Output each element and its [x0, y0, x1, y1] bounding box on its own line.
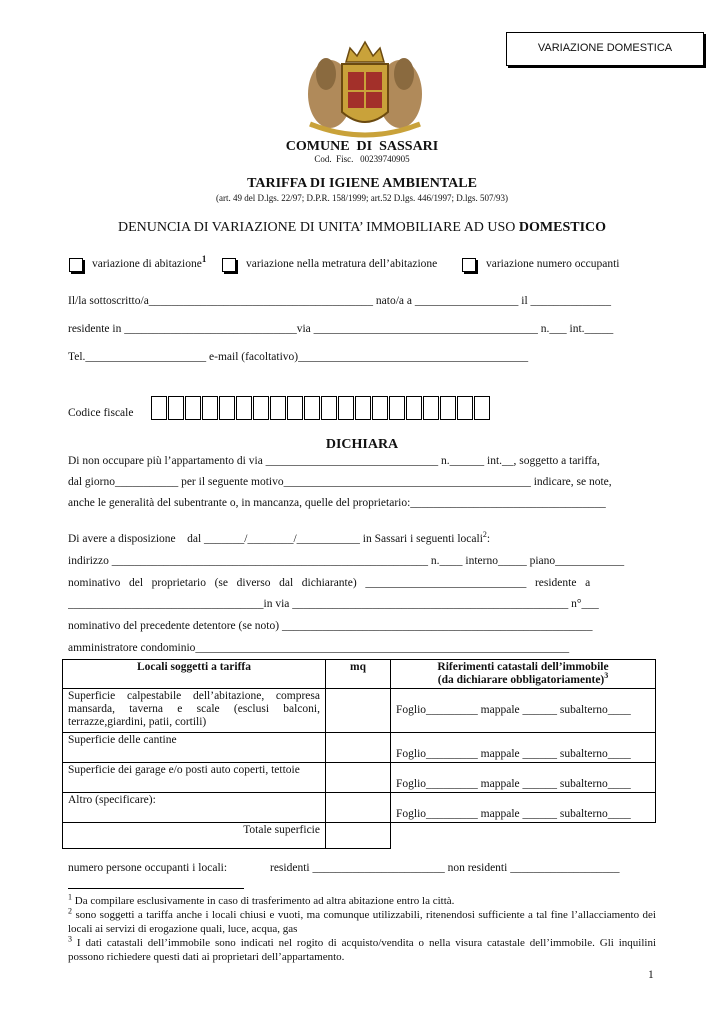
law-references: (art. 49 del D.lgs. 22/97; D.P.R. 158/1999; art.52 D.lgs. 446/1997; D.lgs. 507/93) — [216, 193, 508, 203]
table-row-total — [63, 823, 656, 849]
footnote-divider — [68, 888, 244, 889]
col-header-locali: Locali soggetti a tariffa — [63, 660, 326, 689]
disposizione-colon: : — [486, 533, 491, 545]
locali-table — [62, 659, 656, 849]
document-title: TARIFFA DI IGIENE AMBIENTALE — [247, 176, 477, 191]
row-label: Superficie calpestabile dell’abitazione, compresa mansarda, taverna e scale (esclusi balconi, terrazze,giardini, patii, cortili) — [63, 689, 326, 733]
col-header-mq: mq — [326, 660, 391, 689]
footnote-1 — [68, 894, 656, 908]
row-label: Altro (specificare): — [63, 793, 326, 823]
table-row — [63, 793, 656, 823]
table-row — [63, 689, 656, 733]
mq-cell[interactable] — [326, 733, 391, 763]
field-residente[interactable]: residente in ______________________________via _______________________________________ n.___ int._____ — [68, 323, 614, 335]
footnote-2-text: sono soggetti a tariffa anche i locali chiusi e vuoti, ma comunque utilizzabili, ritenendosi sufficiente a tal fine l’allacciamento dei locali ai servizi di erogazione quali, luce, acqua, gas — [68, 909, 656, 935]
coat-of-arms-logo — [290, 34, 440, 138]
mq-cell[interactable] — [326, 763, 391, 793]
disposizione-text: Di avere a disposizione dal _______/________/___________ in Sassari i seguenti locali — [68, 533, 483, 545]
occupants-fields[interactable]: residenti _______________________ non residenti ___________________ — [270, 862, 620, 874]
dichiara-line-5[interactable]: indirizzo _______________________________________________________ n.____ interno_____ piano____________ — [68, 555, 625, 567]
dichiara-line-4[interactable] — [68, 532, 490, 546]
footnote-1-number: 1 — [68, 892, 72, 902]
empty-cell — [391, 823, 656, 849]
footnote-3-number: 3 — [68, 934, 72, 944]
occupants-label: numero persone occupanti i locali: — [68, 862, 228, 874]
codice-fiscale-boxes[interactable] — [151, 396, 490, 420]
footnote-ref-3: 3 — [604, 671, 609, 681]
mq-cell[interactable] — [326, 793, 391, 823]
page-number: 1 — [648, 969, 654, 981]
total-label: Totale superficie — [63, 823, 326, 849]
field-sottoscritto[interactable]: Il/la sottoscritto/a_______________________________________ nato/a a __________________ il ______________ — [68, 295, 612, 307]
table-row — [63, 763, 656, 793]
dichiara-line-3[interactable]: anche le generalità del subentrante o, in mancanza, quelle del proprietario:__________________________________ — [68, 497, 606, 509]
codice-fiscale-label: Codice fiscale — [68, 407, 134, 419]
dichiara-line-1[interactable]: Di non occupare più l’appartamento di via ______________________________ n.______ int.__, soggetto a tariffa, — [68, 455, 600, 467]
checkbox-variazione-abitazione[interactable] — [69, 258, 83, 272]
comune-title: COMUNE DI SASSARI — [285, 139, 439, 154]
form-type-tag: VARIAZIONE DOMESTICA — [506, 32, 704, 66]
footnote-3-text: I dati catastali dell’immobile sono indicati nel rogito di acquisto/vendita o nella visura catastale dell’immobile. Gli inquilini possono richiedere questi dati ai proprietari dell’appartamento. — [68, 937, 656, 963]
catasto-cell[interactable]: Foglio_________ mappale ______ subalterno____ — [391, 763, 656, 793]
footnote-ref-2: 2 — [482, 530, 487, 540]
dichiara-line-8[interactable]: nominativo del precedente detentore (se noto) ______________________________________________________ — [68, 620, 593, 632]
dichiara-line-7[interactable]: __________________________________in via ________________________________________________ n°___ — [68, 598, 599, 610]
option-variazione-metratura: variazione nella metratura dell’abitazione — [246, 258, 438, 270]
catasto-cell[interactable]: Foglio_________ mappale ______ subalterno____ — [391, 793, 656, 823]
codice-fiscale-comune: Cod. Fisc. 00239740905 — [314, 154, 410, 164]
col-header-riferimenti — [391, 660, 656, 689]
riferimenti-subtitle: (da dichiarare obbligatoriamente) — [437, 674, 605, 686]
field-tel-email[interactable]: Tel._____________________ e-mail (facoltativo)________________________________________ — [68, 351, 529, 363]
row-label: Superficie dei garage e/o posti auto coperti, tettoie — [63, 763, 326, 793]
dichiara-line-9[interactable]: amministratore condominio_________________________________________________________________ — [68, 642, 570, 654]
dichiara-heading: DICHIARA — [325, 437, 399, 452]
footnote-ref-1: 1 — [201, 254, 207, 265]
checkbox-variazione-occupanti[interactable] — [462, 258, 476, 272]
footnote-2-number: 2 — [68, 906, 72, 916]
row-label: Superficie delle cantine — [63, 733, 326, 763]
option-variazione-abitazione — [92, 254, 207, 271]
catasto-cell[interactable]: Foglio_________ mappale ______ subalterno____ — [391, 733, 656, 763]
riferimenti-title: Riferimenti catastali dell’immobile — [437, 661, 609, 673]
option-1-label: variazione di abitazione — [92, 258, 202, 270]
checkbox-variazione-metratura[interactable] — [222, 258, 236, 272]
option-variazione-occupanti: variazione numero occupanti — [486, 258, 620, 270]
dichiara-line-6[interactable]: nominativo del proprietario (se diverso dal dichiarante) ____________________________ residente a — [68, 577, 591, 589]
dichiara-line-2[interactable]: dal giorno___________ per il seguente motivo___________________________________________ indicare, se note, — [68, 476, 612, 488]
denuncia-heading — [0, 220, 724, 236]
table-row — [63, 733, 656, 763]
catasto-cell[interactable]: Foglio_________ mappale ______ subalterno____ — [391, 689, 656, 733]
footnote-3 — [68, 936, 656, 964]
footnote-2 — [68, 908, 656, 936]
mq-cell[interactable] — [326, 689, 391, 733]
total-mq-cell[interactable] — [326, 823, 391, 849]
footnote-1-text: Da compilare esclusivamente in caso di trasferimento ad altra abitazione entro la città. — [72, 895, 455, 907]
denuncia-bold: DOMESTICO — [518, 220, 607, 235]
denuncia-text: DENUNCIA DI VARIAZIONE DI UNITA’ IMMOBILIARE AD USO — [117, 220, 519, 235]
